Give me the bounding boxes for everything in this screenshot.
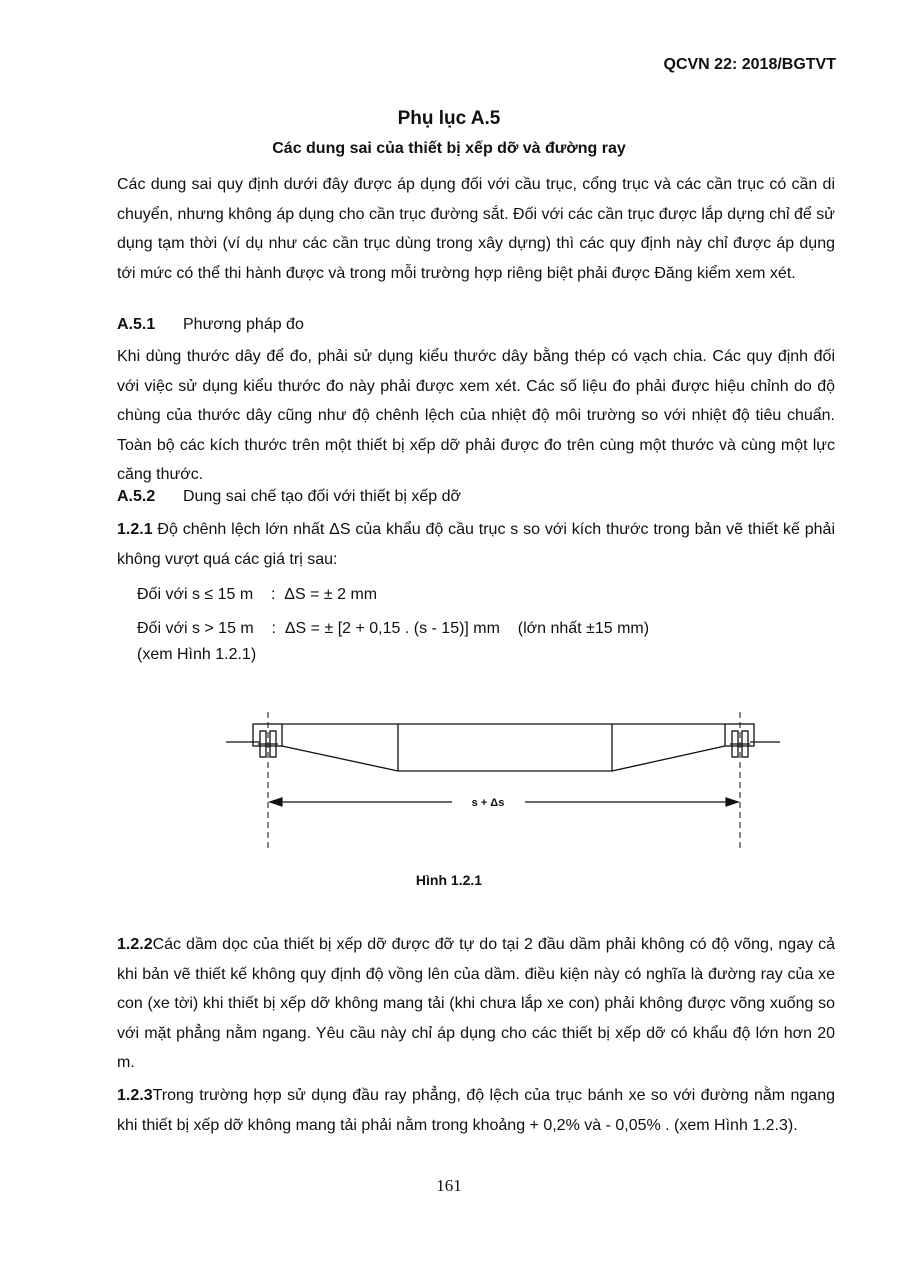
appendix-title: Phụ lục A.5 bbox=[397, 108, 501, 129]
section-a52-heading bbox=[117, 488, 461, 506]
intro-paragraph: Các dung sai quy định dưới đây được áp dụng đối với cầu trục, cổng trục và các cần trục có cần di chuyển, nhưng không áp dụng cho cần trục đường sắt. Đối với các cần trục được lắp dựng chỉ để sử dụng tạm thời (ví dụ như các cần trục dùng trong xây dựng) thì các quy định này chỉ được áp dụng tới mức có thể thi hành được và trong mỗi trường hợp riêng biệt phải được Đăng kiểm xem xét. bbox=[117, 176, 835, 282]
item-121-paragraph bbox=[117, 515, 835, 574]
item-text: Các dầm dọc của thiết bị xếp dỡ được đỡ tự do tại 2 đầu dầm phải không có độ võng, ngay cả khi bản vẽ thiết kế không quy định độ vồng lên của dầm. điều kiện này có nghĩa là đường ray của xe con (xe tời) khi thiết bị xếp dỡ không mang tải (khi chưa lắp xe con) phải không được võng xuống so với mặt phẳng nằm ngang. Yêu cầu này chỉ áp dụng cho các thiết bị xếp dỡ có khẩu độ lớn hơn 20 m. bbox=[117, 936, 835, 1071]
crane-span-diagram bbox=[220, 708, 790, 858]
formula-small-span: Đối với s ≤ 15 m : ΔS = ± 2 mm bbox=[137, 586, 378, 603]
section-title: Dung sai chế tạo đối với thiết bị xếp dỡ bbox=[183, 488, 462, 505]
item-number: 1.2.1 bbox=[117, 521, 153, 538]
section-a51-paragraph: Khi dùng thước dây để đo, phải sử dụng kiểu thước dây bằng thép có vạch chia. Các quy định đối với việc sử dụng kiểu thước đo này phải được xem xét. Các số liệu đo phải được hiệu chỉnh do độ chùng của thước dây cũng như độ chênh lệch của nhiệt độ môi trường so với nhiệt độ tiêu chuẩn. Toàn bộ các kích thước trên một thiết bị xếp dỡ phải được đo trên cùng một thước và cùng một lực căng thước. bbox=[117, 348, 835, 483]
dimension-arrow-right bbox=[726, 798, 738, 806]
standard-code: QCVN 22: 2018/BGTVT bbox=[663, 56, 836, 73]
item-text: Độ chênh lệch lớn nhất ΔS của khẩu độ cầu trục s so với kích thước trong bản vẽ thiết kế phải không vượt quá các giá trị sau: bbox=[117, 521, 835, 568]
formula-large-span: Đối với s > 15 m : ΔS = ± [2 + 0,15 . (s - 15)] mm (lớn nhất ±15 mm) bbox=[137, 620, 650, 637]
figure-reference: (xem Hình 1.2.1) bbox=[137, 646, 257, 663]
item-number: 1.2.2 bbox=[117, 936, 153, 953]
dimension-arrow-left bbox=[270, 798, 282, 806]
left-taper bbox=[282, 746, 398, 771]
page-number: 161 bbox=[436, 1176, 462, 1195]
figure-caption: Hình 1.2.1 bbox=[415, 872, 483, 888]
section-a51-heading bbox=[117, 316, 304, 334]
section-number: A.5.2 bbox=[117, 488, 156, 505]
section-number: A.5.1 bbox=[117, 316, 156, 333]
section-title: Phương pháp đo bbox=[183, 316, 304, 333]
item-122-paragraph bbox=[117, 930, 835, 1078]
item-text: Trong trường hợp sử dụng đầu ray phẳng, độ lệch của trục bánh xe so với đường nằm ngang khi thiết bị xếp dỡ không mang tải phải nằm trong khoảng + 0,2% và - 0,05% . (xem Hình 1.2.3). bbox=[117, 1087, 835, 1134]
item-number: 1.2.3 bbox=[117, 1087, 153, 1104]
dimension-label: s + Δs bbox=[471, 797, 505, 809]
right-taper bbox=[612, 746, 725, 771]
item-123-paragraph bbox=[117, 1081, 835, 1140]
appendix-subtitle: Các dung sai của thiết bị xếp dỡ và đường ray bbox=[272, 140, 626, 157]
